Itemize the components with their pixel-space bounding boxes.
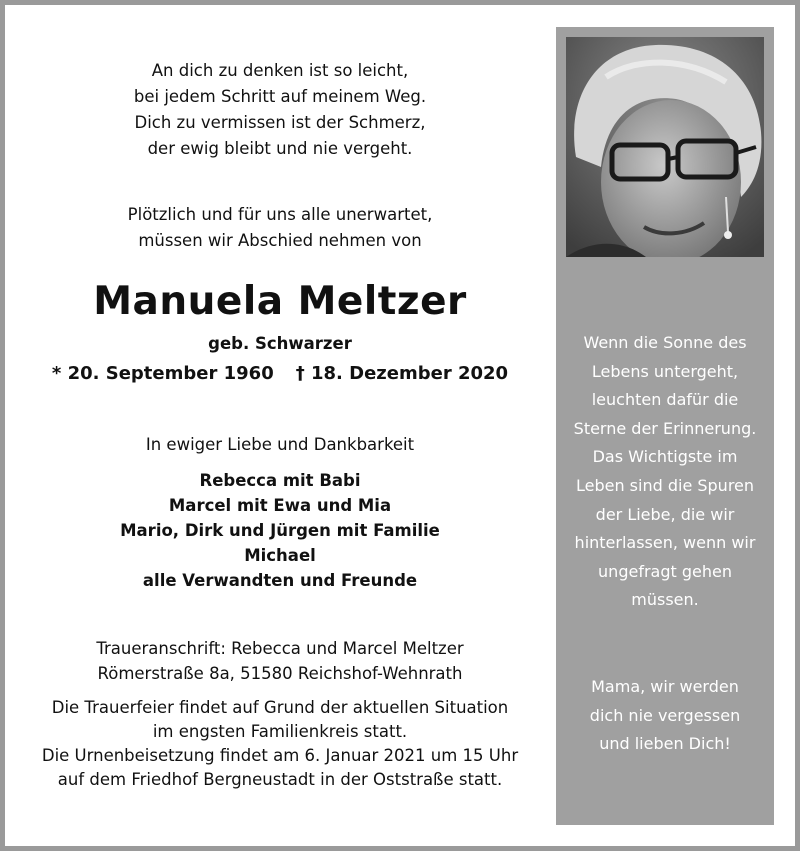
poem-line: An dich zu denken ist so leicht,	[151, 61, 409, 80]
sidebar-note	[556, 673, 774, 759]
address-line: Traueranschrift: Rebecca und Marcel Meltzer	[96, 639, 464, 658]
portrait-illustration	[566, 37, 764, 257]
note-line: dich nie vergessen	[589, 705, 741, 725]
poem-line: der ewig bleibt und nie vergeht.	[147, 139, 413, 158]
quote-line: ungefragt gehen	[598, 561, 732, 581]
quote-line: Das Wichtigste im	[592, 447, 738, 467]
quote-line: Wenn die Sonne des	[583, 333, 747, 352]
sidebar	[556, 27, 774, 825]
mourner: Mario, Dirk und Jürgen mit Familie	[120, 521, 440, 540]
quote-line: leuchten dafür die	[591, 390, 739, 410]
intro-line: müssen wir Abschied nehmen von	[138, 231, 422, 250]
note-line: und lieben Dich!	[599, 734, 731, 754]
ceremony-info	[14, 696, 546, 792]
mourners-list	[14, 468, 546, 593]
deceased-name: Manuela Meltzer	[93, 279, 467, 324]
notice-main-column	[14, 0, 546, 851]
quote-line: müssen.	[631, 590, 699, 610]
death-date: † 18. Dezember 2020	[295, 363, 509, 384]
mourner: Marcel mit Ewa und Mia	[168, 496, 392, 515]
address-line: Römerstraße 8a, 51580 Reichshof-Wehnrath	[97, 664, 463, 683]
born-name: geb. Schwarzer	[208, 334, 352, 353]
ceremony-line: Die Trauerfeier findet auf Grund der aktuellen Situation	[51, 698, 509, 717]
quote-line: Leben sind die Spuren	[575, 475, 755, 495]
quote-line: Lebens untergeht,	[591, 361, 739, 381]
sidebar-quote	[556, 329, 774, 615]
mourner: alle Verwandten und Freunde	[142, 571, 418, 590]
portrait-photo	[566, 37, 764, 257]
birth-date: * 20. September 1960	[51, 363, 274, 384]
quote-line: Sterne der Erinnerung.	[573, 418, 757, 438]
quote-line: der Liebe, die wir	[595, 504, 735, 524]
love-line: In ewiger Liebe und Dankbarkeit	[145, 435, 415, 454]
intro-line: Plötzlich und für uns alle unerwartet,	[127, 205, 433, 224]
ceremony-line: im engsten Familienkreis statt.	[152, 722, 408, 741]
intro-text	[14, 202, 546, 254]
ceremony-line: auf dem Friedhof Bergneustadt in der Oststraße statt.	[57, 770, 503, 789]
mourning-address	[14, 636, 546, 686]
life-dates	[14, 361, 546, 387]
quote-line: hinterlassen, wenn wir	[574, 533, 756, 553]
note-line: Mama, wir werden	[591, 677, 739, 696]
ceremony-line: Die Urnenbeisetzung findet am 6. Januar 2021 um 15 Uhr	[41, 746, 519, 765]
poem	[14, 58, 546, 162]
mourner: Michael	[244, 546, 316, 565]
poem-line: Dich zu vermissen ist der Schmerz,	[134, 113, 426, 132]
poem-line: bei jedem Schritt auf meinem Weg.	[133, 87, 427, 106]
mourner: Rebecca mit Babi	[199, 471, 361, 490]
